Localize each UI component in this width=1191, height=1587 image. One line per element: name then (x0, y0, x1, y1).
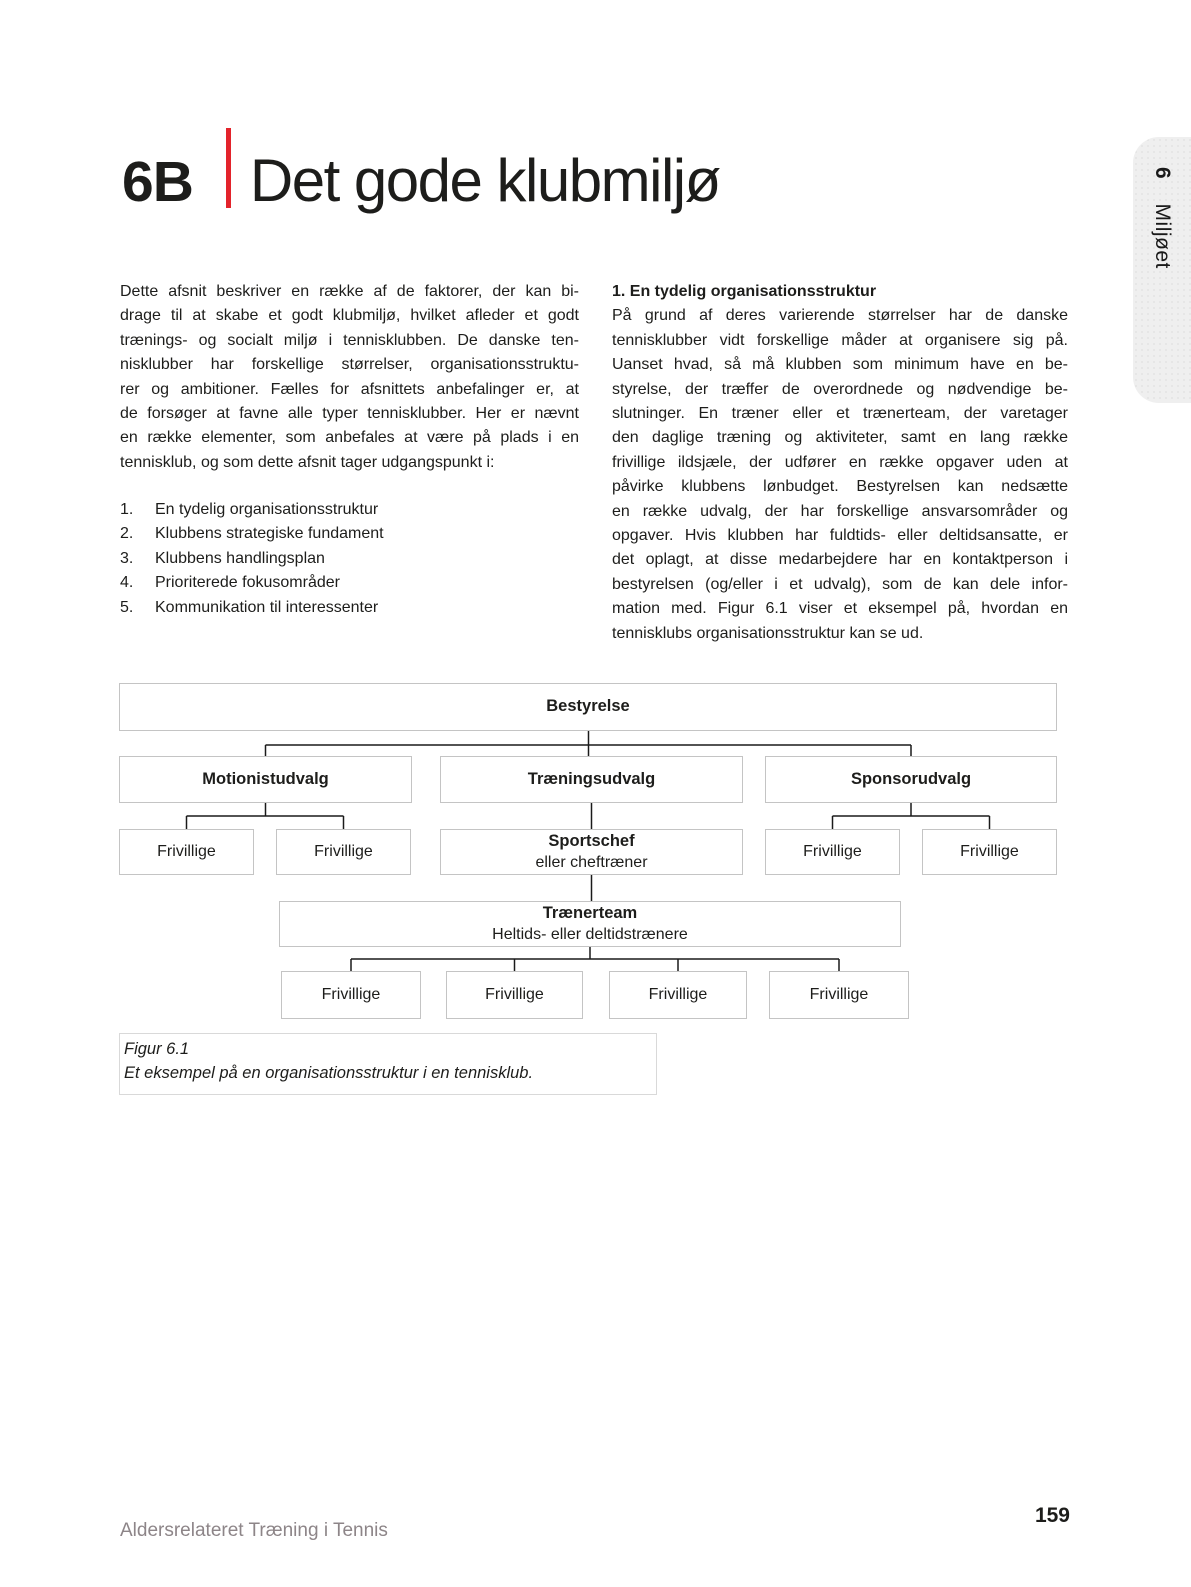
body-line: tennisklub, og som dette afsnit tager udgangspunkt i: (120, 453, 495, 471)
list-item-number: 1. (120, 501, 134, 518)
list-item-label: Prioriterede fokusområder (155, 574, 340, 592)
org-node-frivillige (609, 971, 747, 1019)
body-line: en række udvalg, der har forskellige ansvarsområder og (612, 502, 1068, 520)
intro-paragraph (120, 280, 579, 475)
page-number: 159 (1034, 1504, 1070, 1527)
body-line: bestyrelsen (og/eller i et udvalg), som de kan dele infor- (612, 575, 1068, 593)
red-divider (226, 128, 231, 208)
org-chart (119, 683, 1057, 1019)
figure-caption-text: Et eksempel på en organisationsstruktur i en tennisklub. (124, 1064, 534, 1082)
org-node-frivillige (765, 829, 900, 875)
org-node-frivillige (922, 829, 1057, 875)
org-node-label: Sponsorudvalg (850, 769, 972, 788)
body-line: nisklubber har forskellige størrelser, organisationsstruktu- (120, 356, 579, 374)
org-node-label: Sportschef (548, 832, 635, 850)
body-line: de forsøger at favne alle typer tennisklubber. Her er nævnt (120, 405, 579, 423)
chapter-header (122, 146, 720, 215)
org-node-label: Frivillige (960, 843, 1019, 861)
list-item-label: Kommunikation til interessenter (155, 598, 379, 616)
list-item (120, 547, 579, 571)
page-title: Det gode klubmiljø (249, 147, 720, 214)
org-node-frivillige (276, 829, 411, 875)
org-node-label: Frivillige (803, 843, 862, 861)
org-node-frivillige (119, 829, 254, 875)
list-item (120, 571, 579, 595)
chapter-number: 6B (122, 150, 193, 214)
chapter-tab-number: 6 (1151, 167, 1174, 180)
focus-areas-list (120, 498, 579, 620)
list-item-number: 4. (120, 574, 134, 592)
list-item-label: Klubbens handlingsplan (155, 549, 325, 567)
org-node-label: Frivillige (485, 986, 544, 1004)
org-node-motionistudvalg (119, 756, 412, 803)
org-node-traeningsudvalg (440, 756, 743, 803)
list-item (120, 498, 579, 522)
org-node-label: Frivillige (809, 986, 869, 1004)
body-line: slutninger. En træner eller et trænerteam, der varetager (612, 405, 1068, 423)
org-node-label: Frivillige (321, 986, 381, 1004)
org-node-label: Frivillige (314, 843, 373, 861)
list-item-label: En tydelig organisationsstruktur (155, 501, 379, 518)
section-column (612, 280, 1068, 646)
body-line: rer og ambitioner. Fælles for afsnittets anbefalinger er, at (120, 380, 579, 398)
body-line: Dette afsnit beskriver en række af de faktorer, der kan bi- (120, 283, 579, 300)
org-node-sublabel: eller cheftræner (535, 853, 648, 871)
org-node-frivillige (281, 971, 421, 1019)
org-node-label: Frivillige (157, 843, 216, 861)
org-node-sportschef (440, 829, 743, 875)
figure-caption (119, 1033, 657, 1095)
section-heading: 1. En tydelig organisationsstruktur (612, 283, 877, 300)
org-node-sublabel: Heltids- eller deltidstrænere (492, 925, 688, 943)
chapter-tab-title: Miljøet (1151, 203, 1174, 269)
org-node-frivillige (769, 971, 909, 1019)
list-item-number: 2. (120, 525, 134, 543)
org-node-label: Motionistudvalg (202, 769, 329, 788)
body-line: frivillige ildsjæle, der udfører en række opgaver uden at (612, 453, 1068, 471)
body-line: tennisklubs organisationsstruktur kan se ud. (612, 624, 924, 642)
body-line: den daglige træning og aktiviteter, samt en lang række (612, 429, 1068, 447)
chapter-tab-text (1150, 137, 1174, 403)
org-node-label: Træningsudvalg (527, 769, 656, 788)
org-node-label: Frivillige (648, 986, 708, 1004)
org-node-frivillige (446, 971, 583, 1019)
body-line: styrelse, der træffer de overordnede og nødvendige be- (612, 380, 1068, 398)
body-line: en række elementer, som anbefales at være på plads i en (120, 429, 579, 447)
list-item-number: 3. (120, 549, 134, 567)
body-line: Uanset hvad, så må klubben som minimum have en be- (612, 356, 1068, 374)
org-node-traenerteam (279, 901, 901, 947)
body-line: mation med. Figur 6.1 viser et eksempel på, hvordan en (612, 600, 1068, 618)
org-node-label: Bestyrelse (546, 697, 630, 716)
body-line: På grund af deres varierende størrelser har de danske (612, 307, 1068, 325)
body-line: påvirke klubbens lønbudget. Bestyrelsen kan nedsætte (612, 478, 1068, 496)
figure-label: Figur 6.1 (124, 1040, 190, 1058)
org-node-sponsorudvalg (765, 756, 1057, 803)
list-item-number: 5. (120, 598, 134, 616)
body-line: drage til at skabe et godt klubmiljø, hvilket afleder et godt (120, 307, 579, 325)
list-item (120, 596, 579, 620)
list-item (120, 522, 579, 546)
body-line: opgaver. Hvis klubben har fuldtids- eller deltidsansatte, er (612, 527, 1068, 545)
footer-book-title: Aldersrelateret Træning i Tennis (120, 1520, 388, 1541)
list-item-label: Klubbens strategiske fundament (155, 525, 384, 543)
body-line: tennisklubber vidt forskellige måder at organisere sig på. (612, 331, 1068, 349)
org-node-label: Trænerteam (542, 904, 638, 922)
body-line: det oplagt, at disse medarbejdere har en kontaktperson i (612, 551, 1068, 569)
body-line: trænings- og socialt miljø i tennisklubben. De danske ten- (120, 331, 579, 349)
chapter-tab (1133, 137, 1191, 403)
org-node-bestyrelse (119, 683, 1057, 731)
